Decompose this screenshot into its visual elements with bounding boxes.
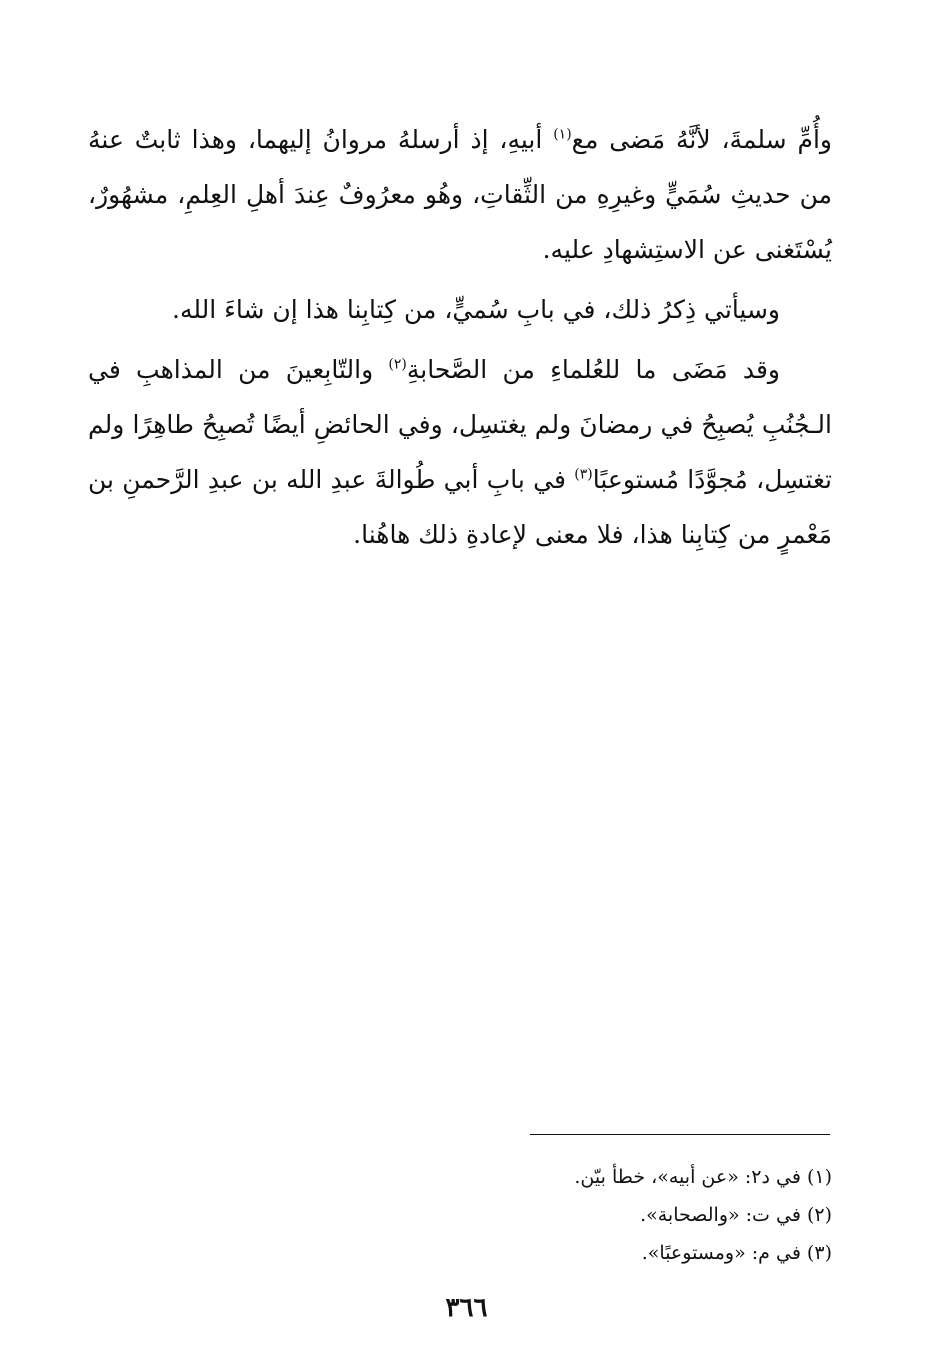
footnote-2: (٢) في ت: «والصحابة».: [640, 1204, 832, 1226]
text-run: وسيأتي ذِكرُ ذلك، في بابِ سُميٍّ، من كِتابِنا هذا إن شاءَ الله.: [172, 295, 780, 324]
footnote-3: (٣) في م: «ومستوعبًا».: [641, 1242, 832, 1264]
footnote-marker-3: (٣): [574, 466, 593, 483]
text-run: وقد مَضَى ما للعُلماءِ من الصَّحابةِ: [406, 355, 780, 384]
footnotes: [360, 1158, 832, 1272]
text-run: أبيهِ، إذ أرسلهُ مروانُ إليهما، وهذا ثابتٌ عنهُ من حديثِ سُمَيٍّ وغيرِهِ من الثِّقاتِ، وهُو معرُوفٌ عِندَ أهلِ العِلمِ، مشهُورٌ، يُسْتَغنى عن الاستِشهادِ عليه.: [88, 125, 832, 264]
paragraph-1: [88, 112, 832, 277]
page-number: ٣٦٦: [445, 1293, 488, 1323]
paragraph-3: [88, 342, 832, 562]
text-run: في بابِ أبي طُوالةَ عبدِ الله بن عبدِ الرَّحمنِ بن مَعْمرٍ من كِتابِنا هذا، فلا معنى لإعادةِ ذلك هاهُنا.: [88, 465, 832, 549]
main-text: [88, 112, 832, 567]
footnote-marker-1: (١): [553, 126, 572, 143]
paragraph-2: [88, 282, 832, 337]
footnote-1: (١) في د٢: «عن أبيه»، خطأ بيّن.: [574, 1166, 832, 1188]
text-run: وأُمِّ سلمةَ، لأنَّهُ مَضى مع: [571, 125, 832, 154]
footnote-marker-2: (٢): [388, 356, 407, 373]
footnote-divider: [530, 1134, 830, 1135]
text-run: والتّابِعينَ من المذاهبِ في الـجُنُبِ يُصبِحُ في رمضانَ ولم يغتسِل، وفي الحائضِ أيضًا تُصبِحُ طاهِرًا ولم تغتسِل، مُجوَّدًا مُستوعبًا: [88, 355, 833, 494]
